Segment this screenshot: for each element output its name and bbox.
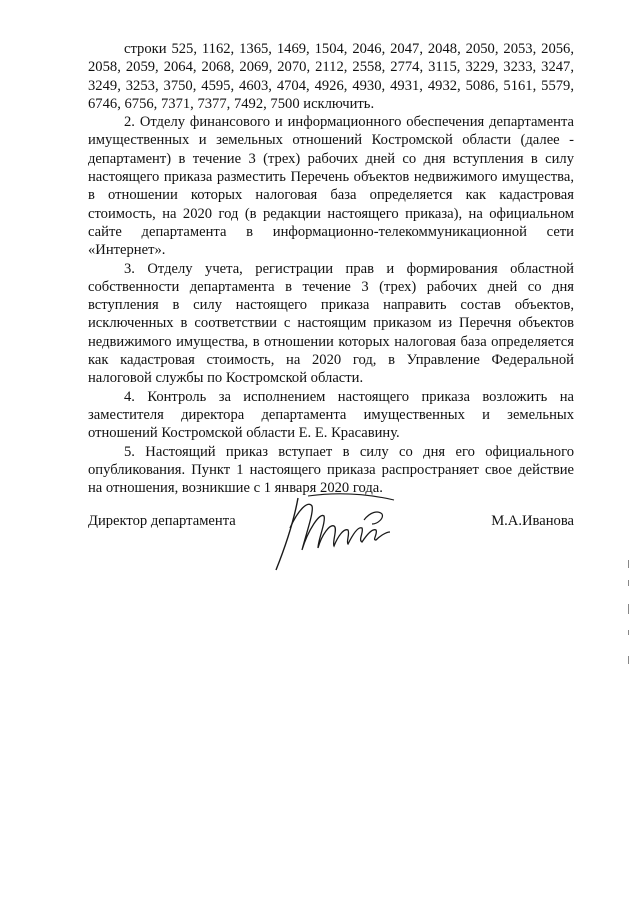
signer-position: Директор департамента [88, 513, 236, 529]
paragraph-item-3: 3. Отделу учета, регистрации прав и формирования областной собственности департамента в течение 3 (трех) рабочих дней со дня вступления в силу настоящего приказа направить состав объектов, исключенных в соответствии с настоящим приказом из Перечня объектов недвижимого имущества, в отношении которых налоговая база определяется как кадастровая стоимость, на 2020 год, в Управление Федеральной налоговой службы по Костромской области. [88, 260, 574, 387]
signer-name: М.А.Иванова [491, 513, 574, 529]
paragraph-item-4: 4. Контроль за исполнением настоящего приказа возложить на заместителя директора департамента имущественных и земельных отношений Костромской области Е. Е. Красавину. [88, 388, 574, 442]
scan-edge-marks [627, 560, 630, 680]
paragraph-item-5: 5. Настоящий приказ вступает в силу со дня его официального опубликования. Пункт 1 настоящего приказа распространяет свое действие на отношения, возникшие с 1 января 2020 года. [88, 443, 574, 497]
signature-block [88, 512, 574, 592]
document-body [88, 40, 574, 497]
paragraph-excluded-lines: строки 525, 1162, 1365, 1469, 1504, 2046, 2047, 2048, 2050, 2053, 2056, 2058, 2059, 2064, 2068, 2069, 2070, 2112, 2558, 2774, 3115, 3229, 3233, 3247, 3249, 3253, 3750, 4595, 4603, 4704, 4926, 4930, 4931, 4932, 5086, 5161, 5579, 6746, 6756, 7371, 7377, 7492, 7500 исключить. [88, 41, 574, 112]
handwritten-signature [268, 490, 408, 580]
paragraph-item-2: 2. Отделу финансового и информационного обеспечения департамента имущественных и земельных отношений Костромской области (далее - департамент) в течение 3 (трех) рабочих дней со дня вступления в силу настоящего приказа разместить Перечень объектов недвижимого имущества, в отношении которых налоговая база определяется как кадастровая стоимость, на 2020 год (в редакции настоящего приказа), на официальном сайте департамента в информационно-телекоммуникационной сети «Интернет». [88, 114, 574, 259]
